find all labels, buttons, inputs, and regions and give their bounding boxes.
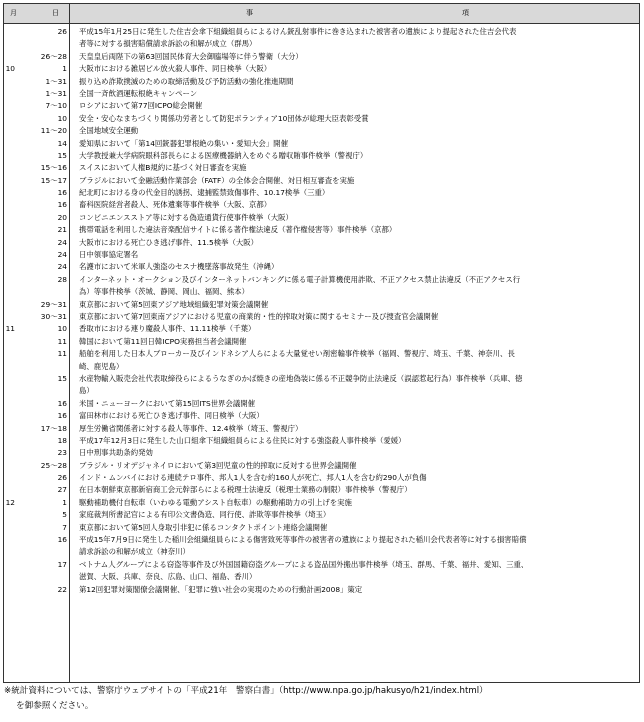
row-day: 15～17 <box>40 175 67 185</box>
row-event: 平成15年1月25日に発生した住吉会傘下組織組員らによるけん銃乱射事件に巻き込まれた被害者の遺族により提起された住吉会代表 <box>79 27 517 36</box>
row-month <box>4 299 15 311</box>
table-row <box>4 100 639 112</box>
row-month <box>4 88 15 100</box>
row-event: 家庭裁判所書記官による有印公文書偽造、同行使、詐欺等事件検挙（埼玉） <box>79 510 331 520</box>
row-day: 25～28 <box>40 460 67 470</box>
row-event: 全国地域安全運動 <box>79 126 139 136</box>
table-row <box>4 175 639 187</box>
row-event: 島） <box>79 386 94 396</box>
row-month <box>4 559 15 571</box>
row-event: ブラジル・リオデジャネイロにおいて第3回児童の性的搾取に反対する世界会議開催 <box>79 460 357 470</box>
row-month <box>4 249 15 261</box>
table-row <box>4 299 639 311</box>
row-day: 10 <box>57 324 67 334</box>
row-month: 10 <box>5 64 15 74</box>
row-month <box>4 522 15 534</box>
row-day: 1～31 <box>45 88 67 98</box>
row-month <box>4 385 15 397</box>
row-day: 11～20 <box>40 126 67 136</box>
row-event: 厚生労働省関係者に対する殺人等事件、12.4検挙（埼玉、警視庁） <box>79 423 303 433</box>
row-month <box>4 212 15 224</box>
row-day: 20 <box>57 212 67 222</box>
row-month <box>4 113 15 125</box>
row-event: ベトナム人グループによる窃盗等事件及び外国国籍窃盗グループによる盗品国外搬出事件検挙（埼玉、群馬、千葉、福井、愛知、三重、 <box>79 559 529 569</box>
table-row <box>4 361 639 373</box>
row-day: 23 <box>57 448 67 458</box>
row-day: 16 <box>57 200 67 210</box>
row-month <box>4 100 15 112</box>
row-month <box>4 311 15 323</box>
row-month <box>4 237 15 249</box>
table-row <box>4 88 639 100</box>
row-day: 16 <box>57 188 67 198</box>
row-day <box>15 571 67 583</box>
table-row <box>4 584 639 596</box>
row-month <box>4 423 15 435</box>
footnote <box>4 684 640 714</box>
header-event-cell <box>70 4 639 23</box>
row-month <box>4 224 15 236</box>
row-day: 1 <box>62 64 67 74</box>
row-day: 15 <box>57 373 67 383</box>
row-month <box>4 76 15 88</box>
row-day: 1 <box>62 497 67 507</box>
row-day: 15 <box>57 150 67 160</box>
row-month <box>4 51 15 63</box>
row-day: 24 <box>57 262 67 272</box>
header-event-b: 項 <box>462 9 469 17</box>
header-day: 日 <box>52 9 59 17</box>
row-event: 駆動補助機付自転車（いわゆる電動アシスト自転車）の駆動補助力の引上げを実施 <box>79 497 352 507</box>
row-day <box>15 38 67 50</box>
table-row <box>4 336 639 348</box>
row-month <box>4 162 15 174</box>
row-day: 16 <box>57 398 67 408</box>
row-day: 26 <box>57 27 67 36</box>
row-day: 11 <box>57 336 67 346</box>
row-day: 17～18 <box>40 423 67 433</box>
table-row <box>4 138 639 150</box>
row-month <box>4 398 15 410</box>
table-row <box>4 311 639 323</box>
table-row <box>4 385 639 397</box>
table-row <box>4 522 639 534</box>
row-day: 29～31 <box>40 299 67 309</box>
row-day: 27 <box>57 485 67 495</box>
row-day: 16 <box>57 411 67 421</box>
table-row <box>4 546 639 558</box>
row-event: 日中刑事共助条約発効 <box>79 448 153 458</box>
row-month <box>4 26 15 38</box>
row-event: コンビニエンスストア等に対する偽造通貨行使事件検挙（大阪） <box>79 212 293 222</box>
table-row <box>4 423 639 435</box>
row-month <box>4 199 15 211</box>
table-row <box>4 26 639 38</box>
row-month <box>4 261 15 273</box>
table-row <box>4 447 639 459</box>
row-day <box>15 546 67 558</box>
table-row <box>4 571 639 583</box>
header-date-cell <box>4 4 70 23</box>
header-month: 月 <box>10 9 17 17</box>
row-month <box>4 336 15 348</box>
row-day: 14 <box>57 138 67 148</box>
table-row <box>4 125 639 137</box>
row-month: 11 <box>5 324 15 334</box>
row-event: 東京都において第5回人身取引非犯に係るコンタクトポイント連絡会議開催 <box>79 522 328 532</box>
row-event: 全国一斉飲酒運転根絶キャンペーン <box>79 88 198 98</box>
row-month <box>4 472 15 484</box>
chronology-table <box>3 3 640 683</box>
row-day: 22 <box>57 584 67 594</box>
row-event: 在日本朝鮮東京都新宿商工会元幹部らによる税理士法違反（税理士業務の制限）事件検挙（警視庁） <box>79 485 412 495</box>
table-row <box>4 237 639 249</box>
row-event: 者等に対する損害賠償請求訴訟の和解が成立（群馬） <box>79 39 257 49</box>
row-month <box>4 447 15 459</box>
row-event: インド・ムンバイにおける連続テロ事件、邦人1人を含む約160人が死亡、邦人1人を含む約290人が負傷 <box>79 473 427 483</box>
row-event: スイスにおいて人権B規約に基づく対日審査を実施 <box>79 163 247 173</box>
table-row <box>4 472 639 484</box>
row-month <box>4 286 15 298</box>
table-row <box>4 150 639 162</box>
footnote-line-2: を御参照ください。 <box>16 701 94 711</box>
row-day: 24 <box>57 250 67 260</box>
table-row <box>4 274 639 286</box>
table-row <box>4 410 639 422</box>
row-month <box>4 571 15 583</box>
row-day: 24 <box>57 237 67 247</box>
row-month: 12 <box>5 497 15 507</box>
table-row <box>4 323 639 335</box>
row-month <box>4 150 15 162</box>
table-row <box>4 509 639 521</box>
row-day: 30～31 <box>40 311 67 321</box>
row-event: 為）等事件検挙（茨城、静岡、岡山、福岡、熊本） <box>79 287 249 297</box>
table-row <box>4 224 639 236</box>
table-row <box>4 187 639 199</box>
table-row <box>4 38 639 50</box>
row-month <box>4 274 15 286</box>
row-day: 21 <box>57 225 67 235</box>
row-day: 7 <box>62 522 67 532</box>
row-event: 平成15年7月9日に発生した稲川会組織組員らによる傷害致死等事件の被害者の遺族により提起された稲川会代表者等に対する損害賠償 <box>79 535 527 545</box>
row-event: 畜科医院経営者殺人、死体遺棄等事件検挙（大阪、京都） <box>79 200 272 210</box>
table-row <box>4 398 639 410</box>
row-event: 水産物輸入販売会社代表取締役らによるうなぎのかば焼きの産地偽装に係る不正競争防止法違反（誤認惹起行為）事件検挙（兵庫、徳 <box>79 373 523 383</box>
table-row <box>4 460 639 472</box>
row-day: 5 <box>62 510 67 520</box>
row-event: 平成17年12月3日に発生した山口組傘下組織組員らによる住民に対する強盗殺人事件検挙（愛媛） <box>79 435 406 445</box>
row-event: 船舶を利用した日本人ブローカー及びインドネシア人らによる大量覚せい剤密輸事件検挙（福岡、警視庁、埼玉、千葉、神奈川、長 <box>79 349 515 359</box>
row-event: 大学教授兼大学病院眼科部長らによる医療機器納入をめぐる贈収賄事件検挙（警視庁） <box>79 150 368 160</box>
footnote-line-1: ※統計資料については、警察庁ウェブサイトの「平成21年 警察白書」（http://www.npa.go.jp/hakusyo/h21/index.html） <box>4 686 488 696</box>
table-row <box>4 76 639 88</box>
row-event: 滋賀、大阪、兵庫、奈良、広島、山口、福島、香川） <box>79 572 257 582</box>
row-month <box>4 410 15 422</box>
row-month <box>4 361 15 373</box>
row-day: 17 <box>57 559 67 569</box>
row-month <box>4 125 15 137</box>
row-event: 安全・安心なまちづくり関係功労者として防犯ボランティア10団体が総理大臣表彰受賞 <box>79 113 369 123</box>
table-row <box>4 212 639 224</box>
row-month <box>4 546 15 558</box>
row-event: 米国・ニューヨークにおいて第15回ITS世界会議開催 <box>79 398 255 408</box>
row-month <box>4 460 15 472</box>
row-event: 香取市における連り魔殺人事件、11.11検挙（千葉） <box>79 324 256 334</box>
table-row <box>4 559 639 571</box>
table-body <box>4 26 639 596</box>
row-day: 15～16 <box>40 163 67 173</box>
row-day: 18 <box>57 435 67 445</box>
table-row <box>4 286 639 298</box>
row-event: 大阪市における雑居ビル放火殺人事件、同日検挙（大阪） <box>79 64 272 74</box>
row-event: インターネット・オークション及びインターネットバンキングに係る電子計算機使用詐欺、不正アクセス禁止法違反（不正アクセス行 <box>79 274 521 284</box>
table-header <box>4 4 639 24</box>
row-month <box>4 175 15 187</box>
row-month <box>4 187 15 199</box>
table-row <box>4 249 639 261</box>
row-event: 振り込め詐欺撲滅のための取締活動及び予防活動の強化推進期間 <box>79 76 294 86</box>
table-row <box>4 162 639 174</box>
row-event: 紀北町における身の代金目的誘拐、逮捕監禁致傷事件、10.17検挙（三重） <box>79 188 330 198</box>
row-month <box>4 509 15 521</box>
table-row <box>4 199 639 211</box>
table-row <box>4 435 639 447</box>
row-month <box>4 138 15 150</box>
row-event: ロシアにおいて第77回ICPO総会開催 <box>79 101 203 111</box>
row-event: 東京都において第5回東アジア地域組織犯罪対策会議開催 <box>79 299 269 309</box>
row-event: 天皇皇后両陛下の第63回国民体育大会御臨場等に伴う警衛（大分） <box>79 51 303 61</box>
row-month <box>4 38 15 50</box>
row-event: 携帯電話を利用した違法音楽配信サイトに係る著作権法違反（著作権侵害等）事件検挙（京都） <box>79 225 397 235</box>
row-event: 大阪市における死亡ひき逃げ事件、11.5検挙（大阪） <box>79 237 259 247</box>
row-month <box>4 584 15 596</box>
row-day <box>15 385 67 397</box>
row-day: 11 <box>57 349 67 359</box>
row-day <box>15 361 67 373</box>
table-row <box>4 534 639 546</box>
row-event: 富田林市における死亡ひき逃げ事件、同日検挙（大阪） <box>79 411 264 421</box>
row-month <box>4 435 15 447</box>
table-row <box>4 373 639 385</box>
row-month <box>4 534 15 546</box>
row-event: ブラジルにおいて金融活動作業部会（FATF）の全体会合開催、対日相互審査を実施 <box>79 175 355 185</box>
row-event: 東京都において第7回東南アジアにおける児童の商業的・性的搾取対策に関するセミナー及び捜査官会議開催 <box>79 311 439 321</box>
row-day: 1～31 <box>45 76 67 86</box>
row-day: 26 <box>57 473 67 483</box>
row-event: 名護市において米軍人強盗のセスナ機墜落事故発生（沖縄） <box>79 262 279 272</box>
row-event: 請求訴訟の和解が成立（神奈川） <box>79 547 190 557</box>
row-day: 10 <box>57 113 67 123</box>
row-event: 崎、鹿児島） <box>79 361 124 371</box>
row-month <box>4 484 15 496</box>
row-day: 28 <box>57 274 67 284</box>
row-day: 26～28 <box>40 51 67 61</box>
row-event: 日中領事協定署名 <box>79 250 139 260</box>
table-row <box>4 51 639 63</box>
table-row <box>4 348 639 360</box>
row-day <box>15 286 67 298</box>
row-day: 7～10 <box>45 101 67 111</box>
row-day: 16 <box>57 535 67 545</box>
table-row <box>4 497 639 509</box>
table-row <box>4 484 639 496</box>
table-row <box>4 261 639 273</box>
row-month <box>4 348 15 360</box>
row-event: 韓国において第11回日韓ICPO実務担当者会議開催 <box>79 336 247 346</box>
row-month <box>4 373 15 385</box>
row-event: 愛知県において「第14回銃器犯罪根絶の集い・愛知大会」開催 <box>79 138 288 148</box>
table-row <box>4 63 639 75</box>
table-row <box>4 113 639 125</box>
row-event: 第12回犯罪対策閣僚会議開催、「犯罪に強い社会の実現のための行動計画2008」策定 <box>79 584 363 594</box>
header-event-a: 事 <box>246 9 253 17</box>
